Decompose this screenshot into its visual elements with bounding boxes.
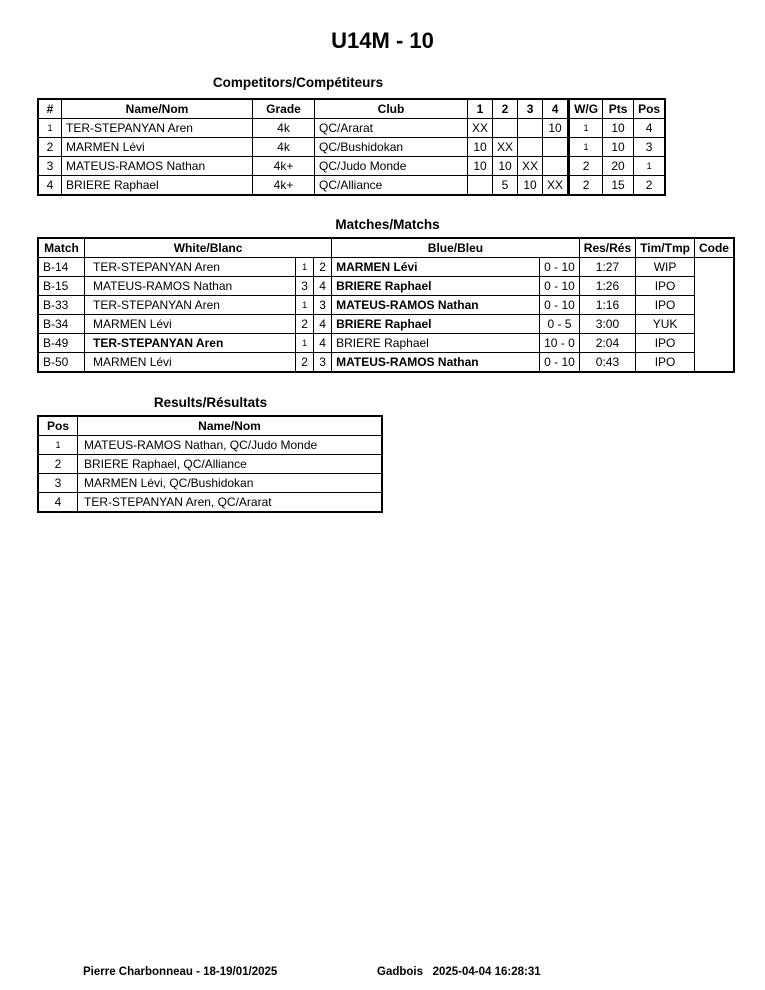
- match-id: B-15: [38, 277, 85, 296]
- match-time: 1:27: [579, 258, 635, 277]
- col-name: Name/Nom: [62, 99, 253, 119]
- white-num: 3: [296, 277, 314, 296]
- col-blue: Blue/Bleu: [332, 238, 580, 258]
- col-result-pos: Pos: [38, 416, 78, 436]
- match-result: 0 - 10: [540, 277, 580, 296]
- match-code: IPO: [636, 277, 695, 296]
- white-num: 2: [296, 315, 314, 334]
- competitor-num: 2: [38, 138, 62, 157]
- match-time: 2:04: [579, 334, 635, 353]
- col-pts: Pts: [603, 99, 634, 119]
- competitor-r4: 10: [543, 119, 569, 138]
- col-code: Code: [694, 238, 734, 258]
- match-row: [38, 277, 734, 296]
- col-r4: 4: [543, 99, 569, 119]
- col-num: #: [38, 99, 62, 119]
- blue-player: BRIERE Raphael: [332, 315, 540, 334]
- result-row: [38, 493, 382, 513]
- match-id: B-34: [38, 315, 85, 334]
- competitor-r2: [493, 119, 518, 138]
- competitor-pts: 10: [603, 119, 634, 138]
- competitors-title: Competitors/Compétiteurs: [212, 75, 384, 90]
- col-wg: W/G: [569, 99, 603, 119]
- blue-num: 4: [314, 277, 332, 296]
- results-table: [37, 415, 383, 513]
- match-row: [38, 258, 734, 277]
- blue-player: MARMEN Lévi: [332, 258, 540, 277]
- match-time: 1:16: [579, 296, 635, 315]
- competitor-pos: 3: [634, 138, 666, 157]
- match-time: 0:43: [579, 353, 635, 373]
- result-row: [38, 455, 382, 474]
- competitor-row: [38, 157, 665, 176]
- col-club: Club: [315, 99, 468, 119]
- result-row: [38, 474, 382, 493]
- match-row: [38, 315, 734, 334]
- match-code: IPO: [636, 334, 695, 353]
- blue-num: 4: [314, 315, 332, 334]
- footer-left: Pierre Charbonneau - 18-19/01/2025: [83, 966, 278, 978]
- competitor-r3: [518, 119, 543, 138]
- competitor-name: BRIERE Raphael: [62, 176, 253, 196]
- col-time: Tim/Tmp: [636, 238, 695, 258]
- competitor-pos: 2: [634, 176, 666, 196]
- blue-player: BRIERE Raphael: [332, 334, 540, 353]
- competitor-wg: 2: [569, 176, 603, 196]
- col-grade: Grade: [253, 99, 315, 119]
- competitor-r1: 10: [468, 157, 493, 176]
- competitor-name: MARMEN Lévi: [62, 138, 253, 157]
- match-id: B-14: [38, 258, 85, 277]
- match-id: B-50: [38, 353, 85, 373]
- match-time: 3:00: [579, 315, 635, 334]
- page-title: U14M - 10: [331, 28, 434, 53]
- competitor-pts: 20: [603, 157, 634, 176]
- competitor-r1: XX: [468, 119, 493, 138]
- result-pos: 3: [38, 474, 78, 493]
- competitor-r4: [543, 157, 569, 176]
- result-name: BRIERE Raphael, QC/Alliance: [78, 455, 383, 474]
- result-pos: 1: [38, 436, 78, 455]
- competitor-r2: XX: [493, 138, 518, 157]
- col-r2: 2: [493, 99, 518, 119]
- result-pos: 4: [38, 493, 78, 513]
- match-code: WIP: [636, 258, 695, 277]
- white-num: 1: [296, 296, 314, 315]
- competitor-row: [38, 138, 665, 157]
- match-code: IPO: [636, 353, 695, 373]
- competitor-grade: 4k+: [253, 157, 315, 176]
- result-name: MARMEN Lévi, QC/Bushidokan: [78, 474, 383, 493]
- result-row: [38, 436, 382, 455]
- competitor-grade: 4k: [253, 119, 315, 138]
- match-code: YUK: [636, 315, 695, 334]
- competitor-club: QC/Ararat: [315, 119, 468, 138]
- results-title: Results/Résultats: [153, 395, 268, 410]
- col-pos: Pos: [634, 99, 666, 119]
- footer-right: Gadbois 2025-04-04 16:28:31: [377, 966, 541, 978]
- result-pos: 2: [38, 455, 78, 474]
- competitor-pts: 15: [603, 176, 634, 196]
- competitor-r3: 10: [518, 176, 543, 196]
- white-player: TER-STEPANYAN Aren: [85, 334, 296, 353]
- blue-num: 3: [314, 296, 332, 315]
- blue-player: MATEUS-RAMOS Nathan: [332, 353, 540, 373]
- match-result: 0 - 10: [540, 353, 580, 373]
- match-code: IPO: [636, 296, 695, 315]
- white-num: 2: [296, 353, 314, 373]
- match-id: B-33: [38, 296, 85, 315]
- white-player: MARMEN Lévi: [85, 315, 296, 334]
- white-player: TER-STEPANYAN Aren: [85, 258, 296, 277]
- competitor-club: QC/Alliance: [315, 176, 468, 196]
- competitor-r1: [468, 176, 493, 196]
- competitor-r4: XX: [543, 176, 569, 196]
- competitor-name: TER-STEPANYAN Aren: [62, 119, 253, 138]
- col-white: White/Blanc: [85, 238, 332, 258]
- competitor-num: 4: [38, 176, 62, 196]
- competitors-table: [37, 98, 666, 196]
- competitor-name: MATEUS-RAMOS Nathan: [62, 157, 253, 176]
- competitor-row: [38, 119, 665, 138]
- match-row: [38, 353, 734, 373]
- competitor-row: [38, 176, 665, 196]
- result-name: TER-STEPANYAN Aren, QC/Ararat: [78, 493, 383, 513]
- competitor-wg: 1: [569, 119, 603, 138]
- white-num: 1: [296, 258, 314, 277]
- col-match: Match: [38, 238, 85, 258]
- match-result: 0 - 10: [540, 296, 580, 315]
- competitor-r1: 10: [468, 138, 493, 157]
- competitor-r3: [518, 138, 543, 157]
- col-result-name: Name/Nom: [78, 416, 383, 436]
- white-player: MATEUS-RAMOS Nathan: [85, 277, 296, 296]
- match-result: 0 - 10: [540, 258, 580, 277]
- competitor-num: 3: [38, 157, 62, 176]
- result-name: MATEUS-RAMOS Nathan, QC/Judo Monde: [78, 436, 383, 455]
- competitor-r2: 5: [493, 176, 518, 196]
- blue-num: 4: [314, 334, 332, 353]
- competitor-r3: XX: [518, 157, 543, 176]
- competitor-pts: 10: [603, 138, 634, 157]
- competitor-r4: [543, 138, 569, 157]
- competitor-wg: 2: [569, 157, 603, 176]
- matches-table: [37, 237, 735, 373]
- col-res: Res/Rés: [579, 238, 635, 258]
- white-player: MARMEN Lévi: [85, 353, 296, 373]
- match-id: B-49: [38, 334, 85, 353]
- competitor-r2: 10: [493, 157, 518, 176]
- matches-title: Matches/Matchs: [335, 217, 440, 232]
- competitor-club: QC/Bushidokan: [315, 138, 468, 157]
- match-result: 10 - 0: [540, 334, 580, 353]
- blue-num: 2: [314, 258, 332, 277]
- blue-player: BRIERE Raphael: [332, 277, 540, 296]
- competitor-wg: 1: [569, 138, 603, 157]
- match-result: 0 - 5: [540, 315, 580, 334]
- white-player: TER-STEPANYAN Aren: [85, 296, 296, 315]
- col-r1: 1: [468, 99, 493, 119]
- competitor-grade: 4k+: [253, 176, 315, 196]
- blue-player: MATEUS-RAMOS Nathan: [332, 296, 540, 315]
- col-r3: 3: [518, 99, 543, 119]
- match-row: [38, 334, 734, 353]
- blue-num: 3: [314, 353, 332, 373]
- competitor-grade: 4k: [253, 138, 315, 157]
- white-num: 1: [296, 334, 314, 353]
- competitor-club: QC/Judo Monde: [315, 157, 468, 176]
- competitor-pos: 1: [634, 157, 666, 176]
- competitor-pos: 4: [634, 119, 666, 138]
- match-time: 1:26: [579, 277, 635, 296]
- match-row: [38, 296, 734, 315]
- competitor-num: 1: [38, 119, 62, 138]
